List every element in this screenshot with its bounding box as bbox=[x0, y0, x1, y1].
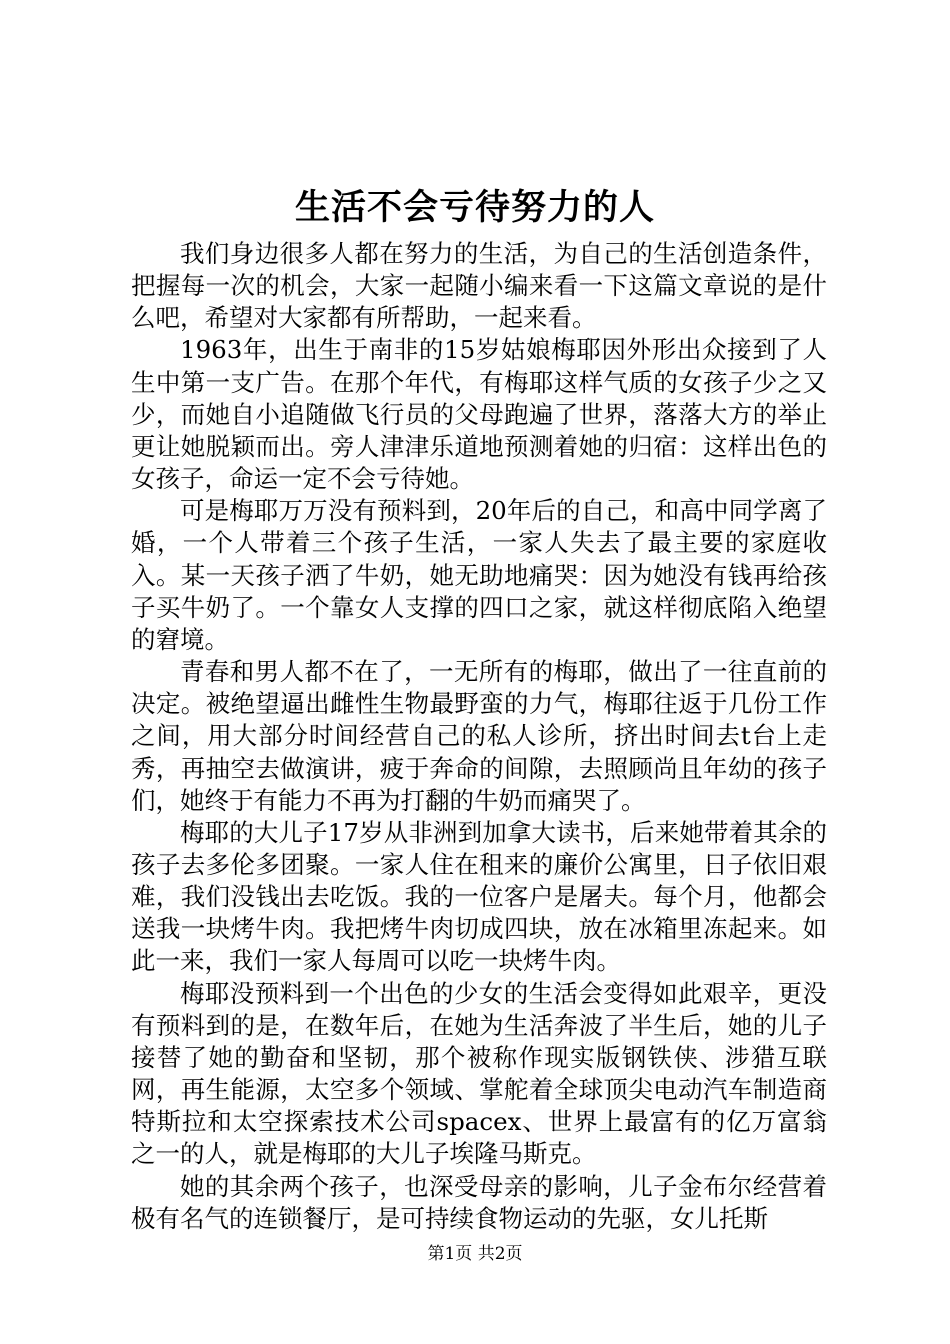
paragraph-decision: 青春和男人都不在了，一无所有的梅耶，做出了一往直前的决定。被绝望逼出雌性生物最野蛮的力气，梅耶往返于几份工作之间，用大部分时间经营自己的私人诊所，挤出时间去t台上走秀，再抽空去做演讲，疲于奔命的间隙，去照顾尚且年幼的孩子们，她终于有能力不再为打翻的牛奶而痛哭了。 bbox=[131, 657, 827, 815]
paragraph-1963: 1963年，出生于南非的15岁姑娘梅耶因外形出众接到了人生中第一支广告。在那个年代，有梅耶这样气质的女孩子少之又少，而她自小追随做飞行员的父母跑遍了世界，落落大方的举止更让她脱颖而出。旁人津津乐道地预测着她的归宿：这样出色的女孩子，命运一定不会亏待她。 bbox=[131, 335, 827, 494]
document-title: 生活不会亏待努力的人 bbox=[294, 187, 655, 228]
document-body bbox=[131, 238, 827, 1235]
page-number-footer: 第1页 共2页 bbox=[427, 1244, 523, 1264]
paragraph-toronto: 梅耶的大儿子17岁从非洲到加拿大读书，后来她带着其余的孩子去多伦多团聚。一家人住在租来的廉价公寓里，日子依旧艰难，我们没钱出去吃饭。我的一位客户是屠夫。每个月，他都会送我一块烤牛肉。我把烤牛肉切成四块，放在冰箱里冻起来。如此一来，我们一家人每周可以吃一块烤牛肉。 bbox=[131, 817, 827, 976]
paragraph-son: 梅耶没预料到一个出色的少女的生活会变得如此艰辛，更没有预料到的是，在数年后，在她为生活奔波了半生后，她的儿子接替了她的勤奋和坚韧，那个被称作现实版钢铁侠、涉猎互联网，再生能源，太空多个领域、掌舵着全球顶尖电动汽车制造商特斯拉和太空探索技术公司spacex、世界上最富有的亿万富翁之一的人，就是梅耶的大儿子埃隆马斯克。 bbox=[131, 978, 827, 1169]
paragraph-other-children: 她的其余两个孩子，也深受母亲的影响，儿子金布尔经营着极有名气的连锁餐厅，是可持续食物运动的先驱，女儿托斯 bbox=[131, 1171, 827, 1233]
paragraph-divorce: 可是梅耶万万没有预料到，20年后的自己，和高中同学离了婚，一个人带着三个孩子生活，一家人失去了最主要的家庭收入。某一天孩子洒了牛奶，她无助地痛哭：因为她没有钱再给孩子买牛奶了。一个靠女人支撑的四口之家，就这样彻底陷入绝望的窘境。 bbox=[131, 496, 827, 654]
paragraph-intro: 我们身边很多人都在努力的生活，为自己的生活创造条件，把握每一次的机会，大家一起随小编来看一下这篇文章说的是什么吧，希望对大家都有所帮助，一起来看。 bbox=[131, 239, 827, 333]
